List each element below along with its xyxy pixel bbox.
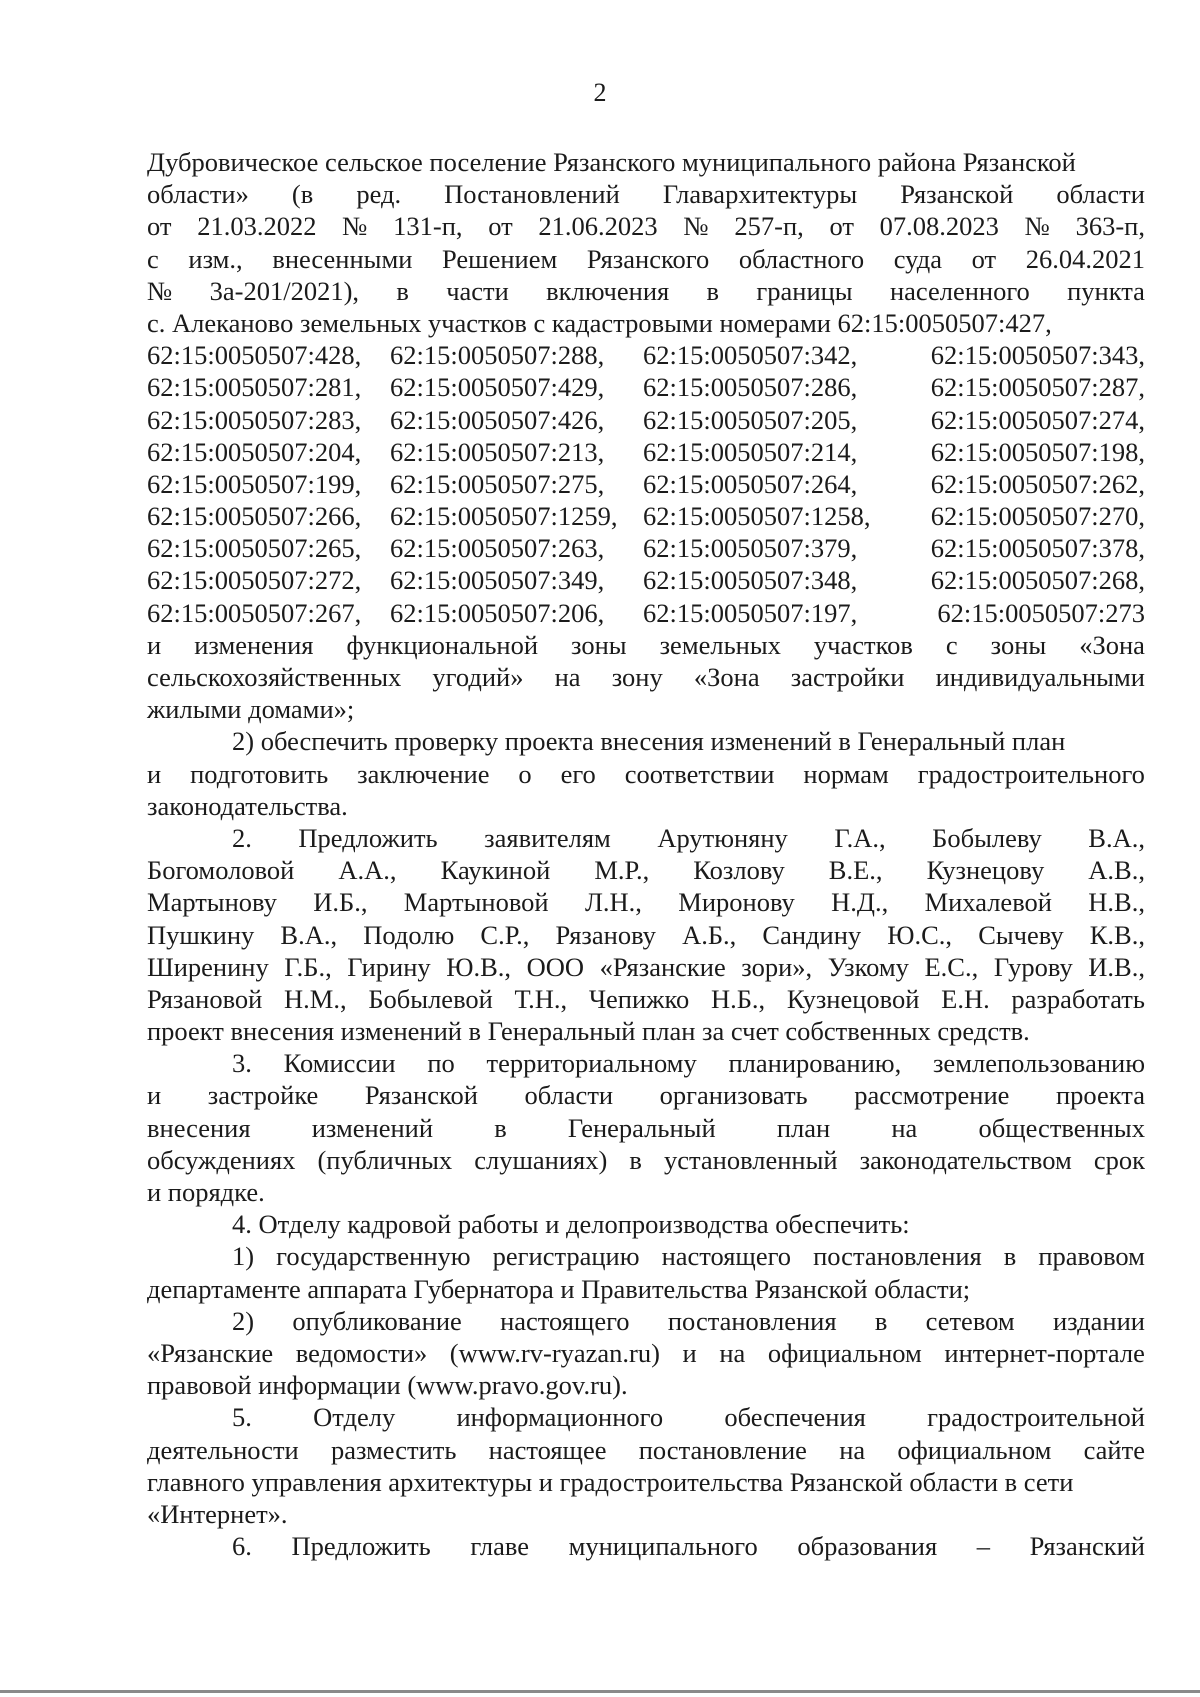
word: от [971, 243, 997, 274]
word: организовать [659, 1080, 808, 1111]
cadastral-number: 62:15:0050507:267, [147, 597, 362, 628]
word: (в [291, 179, 314, 210]
word: Рязанову [555, 919, 656, 950]
word: Н.Д., [831, 887, 889, 918]
word: официальном [897, 1434, 1052, 1465]
main-text [147, 629, 1145, 1562]
text-line [147, 790, 1145, 822]
word: Постановлений [444, 179, 620, 210]
word: Генеральный [567, 1112, 716, 1143]
word: обеспечения [724, 1402, 866, 1433]
word: А.В., [1088, 855, 1145, 886]
word: изменения [194, 629, 314, 660]
word: муниципального [568, 1531, 758, 1562]
word: в [396, 275, 409, 306]
word: градостроительного [917, 758, 1145, 789]
word: заключение [357, 758, 490, 789]
cadastral-number: 62:15:0050507:288, [390, 340, 605, 371]
cadastral-number: 62:15:0050507:270, [930, 501, 1145, 532]
word: зоны [571, 629, 627, 660]
word: в [874, 1305, 888, 1336]
word: Рязановой [147, 983, 263, 1014]
cadastral-number: 62:15:0050507:349, [390, 565, 605, 596]
text-line [147, 854, 1145, 886]
word: Бобылевой [368, 983, 493, 1014]
word: К.В., [1089, 919, 1145, 950]
text-line [147, 1466, 1145, 1498]
word: границы [756, 275, 853, 306]
word: Главархитектуры [662, 179, 858, 210]
word: «Зона [693, 662, 760, 692]
cadastral-number: 62:15:0050507:379, [643, 533, 858, 564]
word: И.Б., [313, 887, 368, 918]
word: разместить [330, 1434, 457, 1465]
word: участков [813, 629, 913, 660]
word: «Рязанские [599, 951, 726, 982]
cadastral-number: 62:15:0050507:428, [147, 340, 362, 371]
word: Л.Н., [584, 887, 642, 918]
word: Чепижко [588, 983, 690, 1014]
text-line [147, 1369, 1145, 1401]
word: образования [797, 1531, 938, 1562]
word: правовом [1038, 1241, 1145, 1272]
word: части [446, 275, 509, 306]
cadastral-number: 62:15:0050507:213, [390, 436, 605, 467]
word: градостроительной [927, 1402, 1145, 1433]
text-line [147, 1337, 1145, 1369]
cadastral-number-list [147, 339, 1145, 629]
word: ведомости» [295, 1337, 428, 1368]
text-line [147, 1112, 1145, 1144]
word: 4. Отделу кадровой работы и делопроизводства обеспечить: [232, 1209, 910, 1240]
word: Т.Н., [514, 983, 568, 1014]
word: (www.rv-ryazan.ru) [449, 1337, 660, 1368]
word: Е.Н. [941, 983, 990, 1014]
word: по [427, 1048, 455, 1079]
word: опубликование [292, 1305, 462, 1336]
word: 363-п, [1075, 211, 1145, 242]
word: с [147, 243, 159, 274]
word: от [488, 211, 513, 242]
cadastral-number: 62:15:0050507:268, [930, 565, 1145, 596]
cadastral-number: 62:15:0050507:266, [147, 501, 362, 532]
word: правовой информации (www.pravo.gov.ru). [147, 1370, 628, 1401]
word: 26.04.2021 [1025, 243, 1145, 274]
word: проект внесения изменений в Генеральный план за счет собственных средств. [147, 1016, 1030, 1047]
cadastral-number: 62:15:0050507:198, [930, 436, 1145, 467]
word: М.Р., [594, 855, 650, 886]
cadastral-number: 62:15:0050507:1259, [390, 501, 618, 532]
cadastral-number: 62:15:0050507:275, [390, 468, 605, 499]
word: деятельности [147, 1434, 299, 1465]
word: жилыми домами»; [147, 694, 355, 725]
word: Н.Б., [710, 983, 766, 1014]
word: законодательством [859, 1144, 1072, 1175]
cadastral-number: 62:15:0050507:342, [643, 340, 858, 371]
text-line [147, 1047, 1145, 1079]
word: Рязанского [586, 243, 710, 274]
word: 3. [232, 1048, 252, 1079]
cadastral-row [147, 532, 1145, 564]
word: постановление [638, 1434, 807, 1465]
word: ООО [526, 951, 584, 982]
word: издании [1052, 1305, 1145, 1336]
word: области [524, 1080, 614, 1111]
cadastral-number: 62:15:0050507:264, [643, 468, 858, 499]
word: областного [738, 243, 865, 274]
word: зори», [741, 951, 813, 982]
word: Ю.С., [887, 919, 953, 950]
word: застройке [207, 1080, 319, 1111]
word: в [706, 275, 720, 306]
word: нормам [803, 758, 889, 789]
word: индивидуальными [935, 662, 1145, 692]
word: Ширенину [147, 951, 269, 982]
word: 21.06.2023 [538, 211, 658, 242]
word: постановления [667, 1305, 837, 1336]
cadastral-number: 62:15:0050507:262, [930, 468, 1145, 499]
word: – [976, 1531, 990, 1562]
word: 2. [232, 822, 252, 853]
word: Предложить [291, 1531, 431, 1562]
cadastral-row [147, 339, 1145, 371]
word: Е.С., [924, 951, 979, 982]
word: в [1003, 1241, 1017, 1272]
word: Бобылеву [932, 822, 1042, 853]
word: от [829, 211, 854, 242]
word: № [1024, 211, 1050, 242]
intro-paragraph [147, 146, 1145, 339]
text-line [147, 758, 1145, 790]
word: изменений [311, 1112, 433, 1143]
word: Рязанской [364, 1080, 478, 1111]
word: зоны [990, 629, 1047, 660]
word: сельскохозяйственных [147, 662, 402, 692]
cadastral-number: 62:15:0050507:348, [643, 565, 858, 596]
cadastral-row [147, 404, 1145, 436]
text-line [147, 178, 1145, 210]
word: А.А., [338, 855, 397, 886]
word: планированию, [728, 1048, 902, 1079]
text-line [147, 210, 1145, 242]
word: Н.М., [284, 983, 347, 1014]
word: внесенными [272, 243, 413, 274]
text-line [147, 275, 1145, 307]
word: департаменте аппарата Губернатора и Правительства Рязанской области; [147, 1273, 971, 1304]
cadastral-number: 62:15:0050507:274, [930, 404, 1145, 435]
text-line [147, 1240, 1145, 1272]
word: регистрацию [492, 1241, 640, 1272]
word: пункта [1067, 275, 1145, 306]
word: Рязанской [900, 179, 1014, 210]
cadastral-number: 62:15:0050507:273 [937, 597, 1145, 628]
text-line [147, 1305, 1145, 1337]
word: Г.Б., [284, 951, 332, 982]
word: области [1056, 179, 1145, 210]
word: Н.В., [1088, 887, 1145, 918]
word: сетевом [925, 1305, 1015, 1336]
text-line [147, 725, 1145, 757]
word: и [147, 629, 162, 660]
word: «Интернет». [147, 1498, 288, 1529]
text-line [147, 983, 1145, 1015]
text-line [147, 1144, 1145, 1176]
cadastral-row [147, 500, 1145, 532]
word: Богомоловой [147, 855, 295, 886]
word: № [147, 275, 173, 306]
word: Комиссии [283, 1048, 396, 1079]
word: Сычеву [978, 919, 1064, 950]
cadastral-number: 62:15:0050507:199, [147, 468, 362, 499]
word: и [147, 758, 162, 789]
cadastral-row [147, 597, 1145, 629]
word: Подолю [363, 919, 455, 950]
cadastral-number: 62:15:0050507:378, [930, 533, 1145, 564]
word: официальном [767, 1337, 922, 1368]
word: на [719, 1337, 746, 1368]
word: в [494, 1112, 507, 1143]
word: В.А., [1088, 822, 1145, 853]
word: Узкому [827, 951, 909, 982]
word: 07.08.2023 [879, 211, 999, 242]
word: настоящего [500, 1305, 630, 1336]
word: на [839, 1434, 866, 1465]
cadastral-number: 62:15:0050507:1258, [643, 501, 871, 532]
text-line [147, 1176, 1145, 1208]
cadastral-number: 62:15:0050507:214, [643, 436, 858, 467]
text-line [147, 243, 1145, 275]
page-number: 2 [593, 78, 607, 107]
word: землепользованию [932, 1048, 1145, 1079]
word: 131-п, [393, 211, 463, 242]
word: В.А., [280, 919, 338, 950]
word: слушаниях) [474, 1144, 608, 1175]
cadastral-number: 62:15:0050507:287, [930, 372, 1145, 403]
word: внесения [147, 1112, 251, 1143]
word: Пушкину [147, 919, 255, 950]
word: включения [546, 275, 670, 306]
word: срок [1093, 1144, 1145, 1175]
text-line [147, 693, 1145, 725]
text-line [147, 919, 1145, 951]
cadastral-row [147, 371, 1145, 403]
cadastral-number: 62:15:0050507:263, [390, 533, 605, 564]
word: угодий» [432, 662, 524, 692]
text-line [147, 661, 1145, 693]
cadastral-number: 62:15:0050507:265, [147, 533, 362, 564]
cadastral-number: 62:15:0050507:206, [390, 597, 605, 628]
word: зону [611, 662, 663, 692]
word: И.В., [1088, 951, 1145, 982]
scan-edge-line [0, 1690, 1200, 1693]
cadastral-number: 62:15:0050507:204, [147, 436, 362, 467]
word: о [518, 758, 532, 789]
word: на [891, 1112, 918, 1143]
cadastral-number: 62:15:0050507:429, [390, 372, 605, 403]
word: с. Алеканово земельных участков с кадастровыми номерами 62:15:0050507:427, [147, 307, 1052, 338]
word: № [683, 211, 709, 242]
word: постановления [813, 1241, 982, 1272]
word: «Зона [1079, 629, 1145, 660]
word: функциональной [346, 629, 539, 660]
word: С.Р., [480, 919, 530, 950]
word: обсуждениях [147, 1144, 296, 1175]
word: 257-п, [734, 211, 804, 242]
text-line [147, 629, 1145, 661]
word: от [147, 211, 172, 242]
word: Предложить [298, 822, 438, 853]
word: Мартынову [147, 887, 277, 918]
cadastral-number: 62:15:0050507:286, [643, 372, 858, 403]
word: рассмотрение [854, 1080, 1010, 1111]
word: Каукиной [440, 855, 551, 886]
word: настоящего [661, 1241, 792, 1272]
word: 6. [232, 1531, 252, 1562]
word: Рязанский [1029, 1531, 1145, 1562]
text-line [147, 1208, 1145, 1240]
word: с [945, 629, 958, 660]
word: застройки [790, 662, 905, 692]
word: ред. [356, 179, 402, 210]
word: Миронову [678, 887, 795, 918]
word: главе [470, 1531, 529, 1562]
word: законодательства. [147, 790, 348, 821]
text-line [147, 886, 1145, 918]
word: и порядке. [147, 1177, 265, 1207]
word: Гирину [347, 951, 431, 982]
cadastral-row [147, 564, 1145, 596]
word: А.Б., [682, 919, 737, 950]
word: установленный [663, 1144, 838, 1175]
word: Козлову [693, 855, 785, 886]
word: заявителям [484, 822, 611, 853]
text-line [147, 307, 1145, 339]
word: общественных [978, 1112, 1145, 1143]
word: Сандину [762, 919, 862, 950]
word: территориальному [486, 1048, 697, 1079]
word: главного управления архитектуры и градостроительства Рязанской области в сети [147, 1466, 1074, 1497]
word: населенного [889, 275, 1030, 306]
cadastral-number: 62:15:0050507:205, [643, 404, 858, 435]
word: области» [147, 179, 249, 210]
cadastral-number: 62:15:0050507:283, [147, 404, 362, 435]
word: Арутюняну [657, 822, 788, 853]
word: в [629, 1144, 642, 1175]
word: Кузнецову [926, 855, 1045, 886]
word: проекта [1056, 1080, 1145, 1111]
word: 3а-201/2021), [209, 275, 360, 306]
cadastral-number: 62:15:0050507:272, [147, 565, 362, 596]
word: изм., [188, 243, 243, 274]
word: 21.03.2022 [197, 211, 317, 242]
word: В.Е., [828, 855, 883, 886]
word: настоящее [488, 1434, 607, 1465]
word: Кузнецовой [786, 983, 920, 1014]
word: соответствии [624, 758, 775, 789]
word: Ю.В., [446, 951, 512, 982]
cadastral-number: 62:15:0050507:281, [147, 372, 362, 403]
text-line [147, 1015, 1145, 1047]
text-line [147, 1434, 1145, 1466]
text-line [147, 1273, 1145, 1305]
word: Г.А., [834, 822, 886, 853]
text-line [147, 1530, 1145, 1562]
word: 1) [232, 1241, 255, 1272]
word: Мартыновой [403, 887, 549, 918]
text-line [147, 1079, 1145, 1111]
word: земельных [659, 629, 781, 660]
word: государственную [276, 1241, 471, 1272]
word: план [776, 1112, 831, 1143]
word: (публичных [317, 1144, 453, 1175]
text-line [147, 146, 1145, 178]
word: интернет-портале [944, 1337, 1145, 1368]
document-body [147, 146, 1145, 1562]
word: Михалевой [924, 887, 1052, 918]
word: Гурову [993, 951, 1073, 982]
word: его [560, 758, 596, 789]
word: разработать [1011, 983, 1145, 1014]
cadastral-number: 62:15:0050507:197, [643, 597, 858, 628]
text-line [147, 1498, 1145, 1530]
word: Дубровичеcкое сельское поселение Рязанского муниципального района Рязанской [147, 147, 1076, 177]
cadastral-number: 62:15:0050507:426, [390, 404, 605, 435]
word: и [147, 1080, 162, 1111]
word: «Рязанские [147, 1337, 274, 1368]
word: сайте [1083, 1434, 1145, 1465]
word: Отделу [313, 1402, 396, 1433]
text-line [147, 1401, 1145, 1433]
word: подготовить [190, 758, 329, 789]
word: 2) [232, 1305, 255, 1336]
word: Решением [442, 243, 558, 274]
word: 5. [232, 1402, 252, 1433]
cadastral-number: 62:15:0050507:343, [930, 340, 1145, 371]
text-line [147, 951, 1145, 983]
word: информационного [456, 1402, 664, 1433]
cadastral-row [147, 436, 1145, 468]
word: № [342, 211, 368, 242]
word: и [682, 1337, 697, 1368]
cadastral-row [147, 468, 1145, 500]
word: на [554, 662, 581, 692]
word: суда [893, 243, 943, 274]
word: 2) обеспечить проверку проекта внесения изменений в Генеральный план [232, 726, 1066, 757]
text-line [147, 822, 1145, 854]
